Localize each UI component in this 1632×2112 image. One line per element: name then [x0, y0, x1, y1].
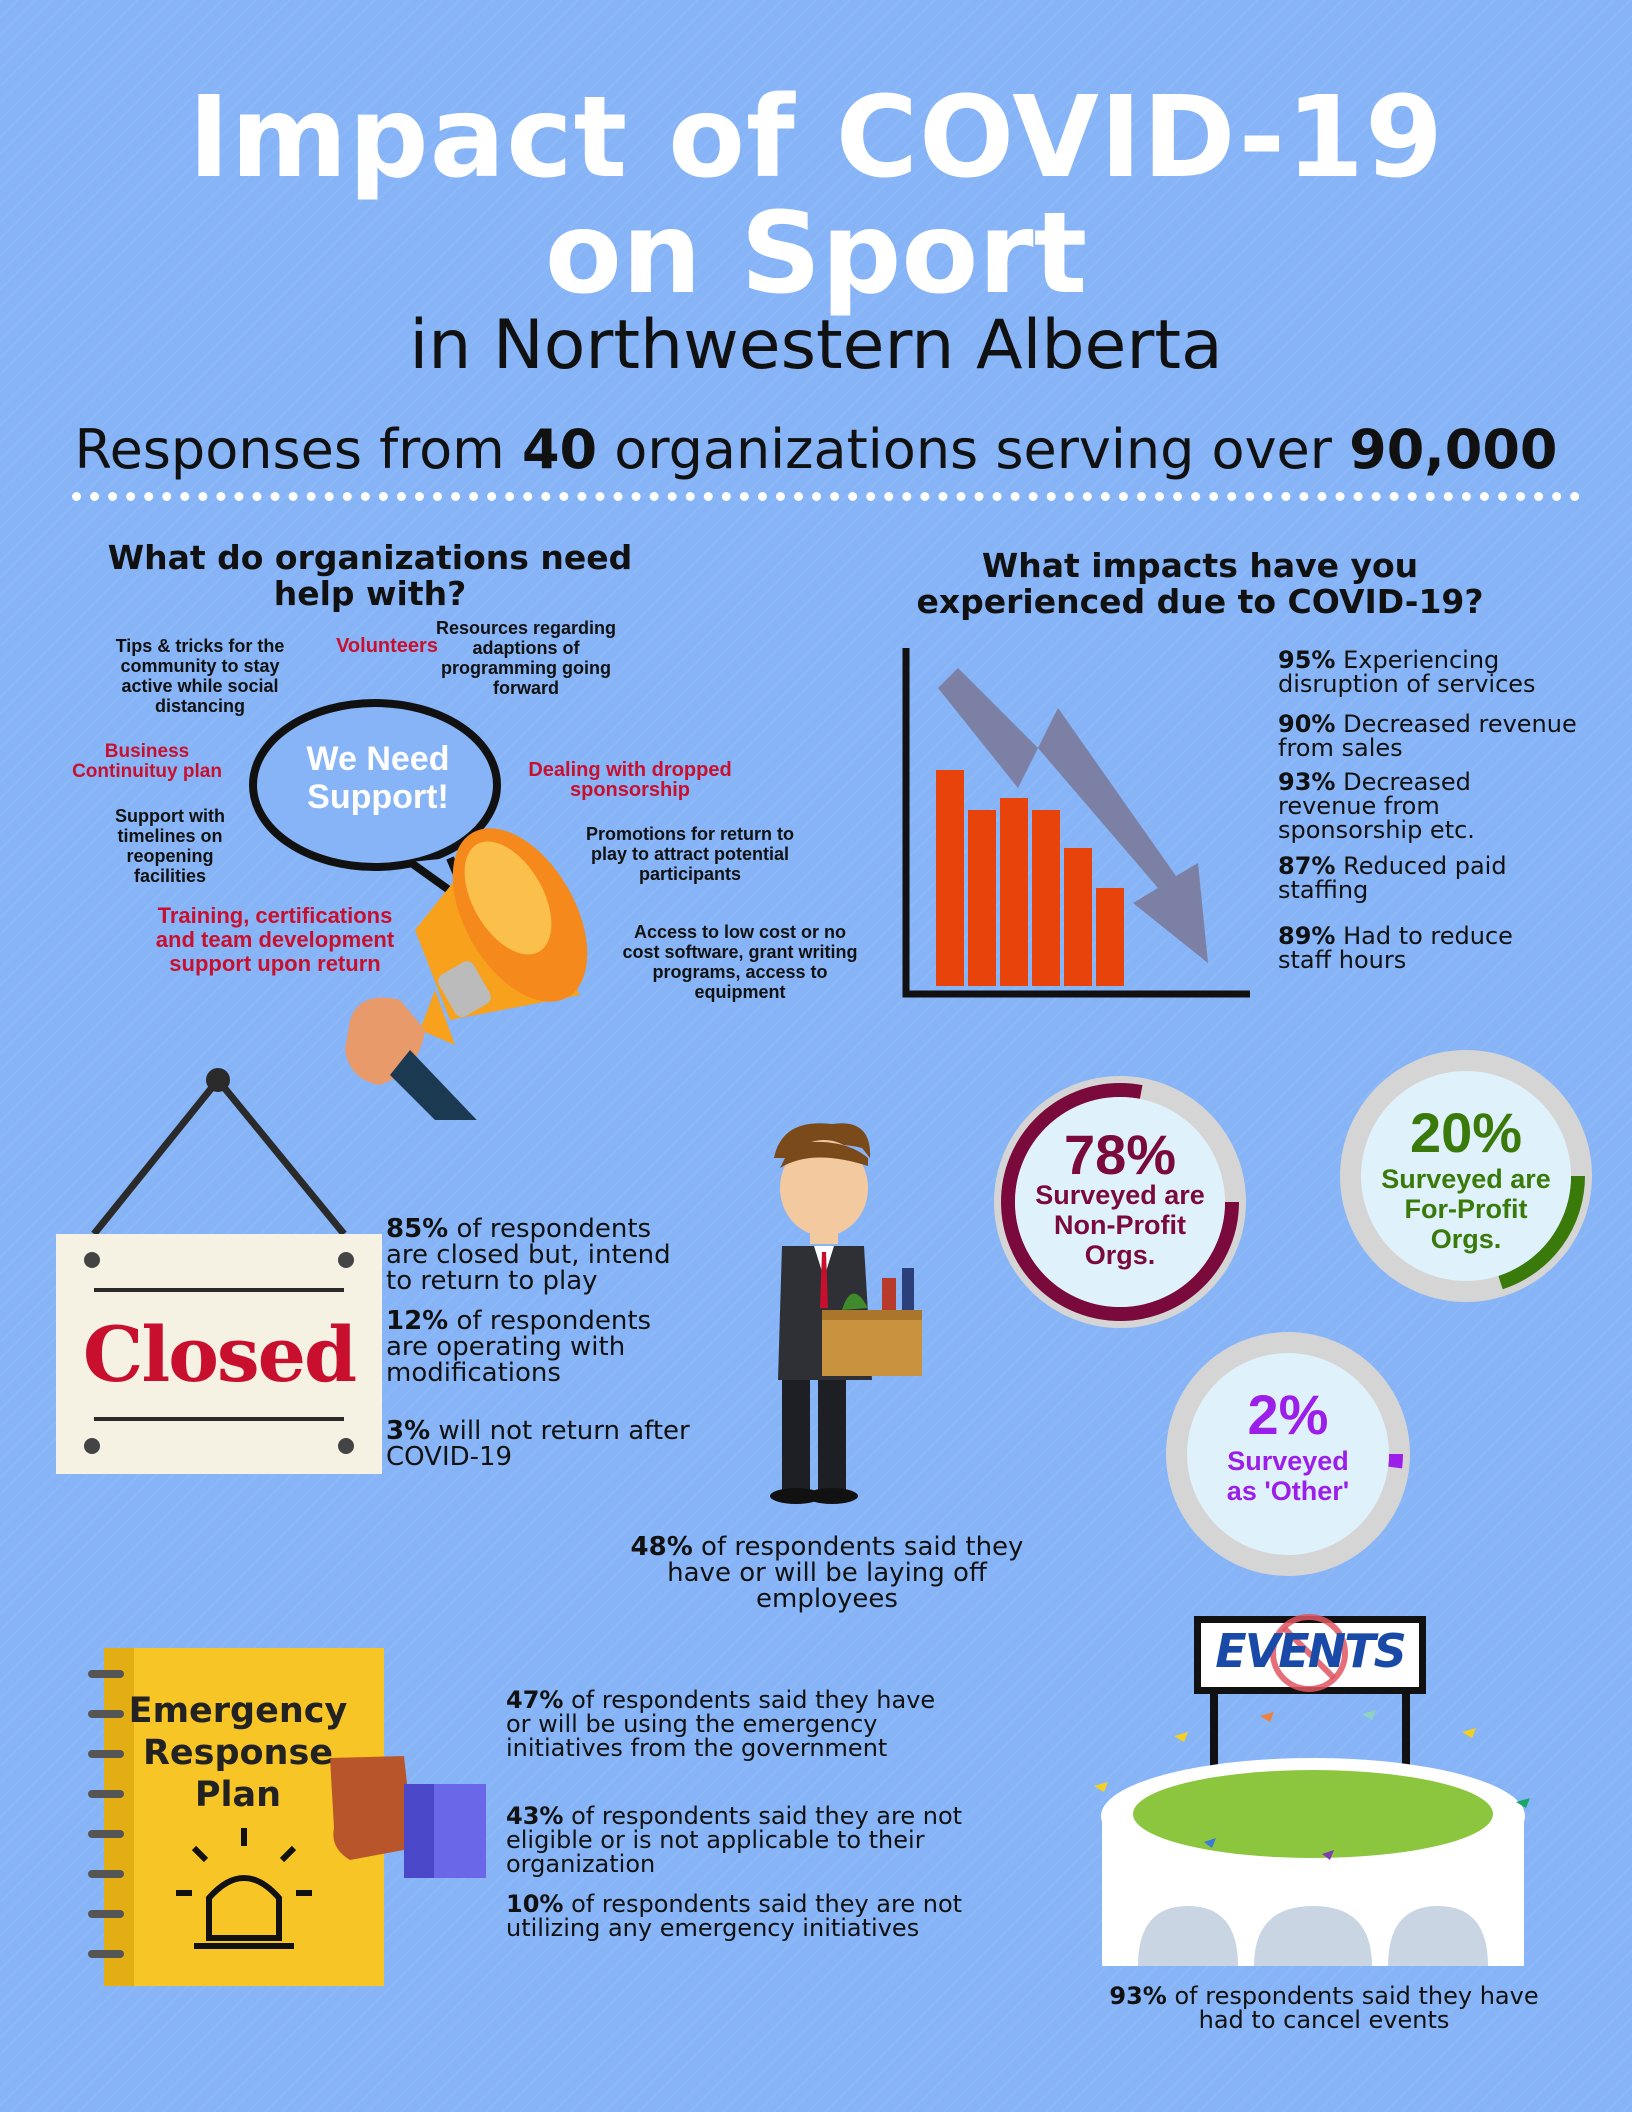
nonprofit-pct: 78%: [1063, 1123, 1177, 1186]
need-resources: Resources regarding adaptions of programming going forward: [435, 618, 617, 698]
closed-pct: 3%: [386, 1416, 431, 1446]
impact-text: Experiencing disruption of services: [1278, 646, 1536, 698]
responses-count: 40: [521, 418, 598, 481]
need-sponsorship: Dealing with dropped sponsorship: [528, 759, 732, 801]
need-tips: Tips & tricks for the community to stay active while social distancing: [115, 636, 285, 716]
nonprofit-label: Surveyed are Non-Profit Orgs.: [1035, 1180, 1205, 1270]
forprofit-label: Surveyed are For-Profit Orgs.: [1381, 1164, 1551, 1254]
forprofit-pct: 20%: [1409, 1101, 1523, 1164]
closed-pct: 12%: [386, 1306, 449, 1336]
dotted-divider: [72, 492, 1580, 501]
responses-served: 90,000: [1349, 418, 1558, 481]
need-volunteers: Volunteers: [336, 635, 438, 657]
layoff-pct: 48%: [630, 1532, 693, 1562]
responses-line: [0, 418, 1632, 481]
emergency-item: [506, 1804, 966, 1876]
need-promotions: Promotions for return to play to attract potential participants: [586, 824, 794, 884]
title-line2: on Sport: [544, 189, 1088, 319]
impact-text: Had to reduce staff hours: [1278, 922, 1513, 974]
other-pct: 2%: [1247, 1383, 1329, 1446]
impact-item: [1278, 854, 1538, 902]
impact-pct: 95%: [1278, 646, 1336, 674]
bubble-text: We Need Support!: [306, 740, 450, 816]
need-business-plan: Business Continuituy plan: [72, 741, 222, 782]
layoff-stat: [612, 1534, 1042, 1612]
events-text: of respondents said they have had to cancel events: [1174, 1982, 1539, 2034]
events-pct: 93%: [1109, 1982, 1167, 2010]
closed-sign-illustration: [54, 1064, 384, 1480]
emergency-text: of respondents said they have or will be using the emergency initiatives from the government: [506, 1686, 936, 1762]
impact-pct: 90%: [1278, 710, 1336, 738]
emergency-item: [506, 1688, 966, 1760]
closed-sign-text: Closed: [82, 1310, 356, 1399]
emergency-pct: 10%: [506, 1890, 564, 1918]
closed-item: [386, 1216, 686, 1294]
need-timelines: Support with timelines on reopening facilities: [115, 806, 225, 886]
events-sign-text: EVENTS: [1215, 1624, 1405, 1678]
closed-text: will not return after COVID-19: [386, 1416, 690, 1472]
emergency-item: [506, 1892, 966, 1940]
need-training: Training, certifications and team development support upon return: [155, 903, 395, 976]
nonprofit-donut: [980, 1062, 1260, 1342]
impact-item: [1278, 770, 1518, 842]
layoff-text: of respondents said they have or will be laying off employees: [667, 1532, 1024, 1614]
emergency-pct: 47%: [506, 1686, 564, 1714]
closed-pct: 85%: [386, 1214, 449, 1244]
needs-heading: What do organizations need help with?: [107, 538, 633, 613]
closed-text: of respondents are closed but, intend to return to play: [386, 1214, 671, 1296]
responses-pre: Responses from: [74, 418, 505, 481]
impact-pct: 93%: [1278, 768, 1336, 796]
emergency-text: of respondents said they are not utilizing any emergency initiatives: [506, 1890, 963, 1942]
need-access: Access to low cost or no cost software, grant writing programs, access to equipment: [622, 922, 858, 1002]
impact-pct: 89%: [1278, 922, 1336, 950]
title-line1: Impact of COVID-19: [188, 73, 1444, 203]
other-label: Surveyed as 'Other': [1226, 1446, 1350, 1506]
other-donut: [1152, 1318, 1424, 1590]
closed-item: [386, 1418, 706, 1470]
decline-chart-illustration: [898, 648, 1258, 1000]
emergency-text: of respondents said they are not eligible or is not applicable to their organization: [506, 1802, 963, 1878]
impact-text: Decreased revenue from sales: [1278, 710, 1577, 762]
impact-text: Decreased revenue from sponsorship etc.: [1278, 768, 1475, 844]
emergency-pct: 43%: [506, 1802, 564, 1830]
forprofit-donut: [1326, 1036, 1606, 1316]
impact-item: [1278, 924, 1538, 972]
impact-pct: 87%: [1278, 852, 1336, 880]
impact-item: [1278, 712, 1578, 760]
subtitle: in Northwestern Alberta: [409, 306, 1223, 385]
closed-text: of respondents are operating with modifications: [386, 1306, 652, 1388]
impact-text: Reduced paid staffing: [1278, 852, 1507, 904]
emergency-book-title: Emergency Response Plan: [128, 1691, 348, 1815]
events-stat: [1104, 1984, 1544, 2032]
closed-item: [386, 1308, 686, 1386]
impacts-heading: What impacts have you experienced due to COVID-19?: [916, 546, 1484, 621]
responses-mid: organizations serving over: [614, 418, 1332, 481]
impact-item: [1278, 648, 1578, 696]
laid-off-worker-illustration: [752, 1118, 942, 1508]
